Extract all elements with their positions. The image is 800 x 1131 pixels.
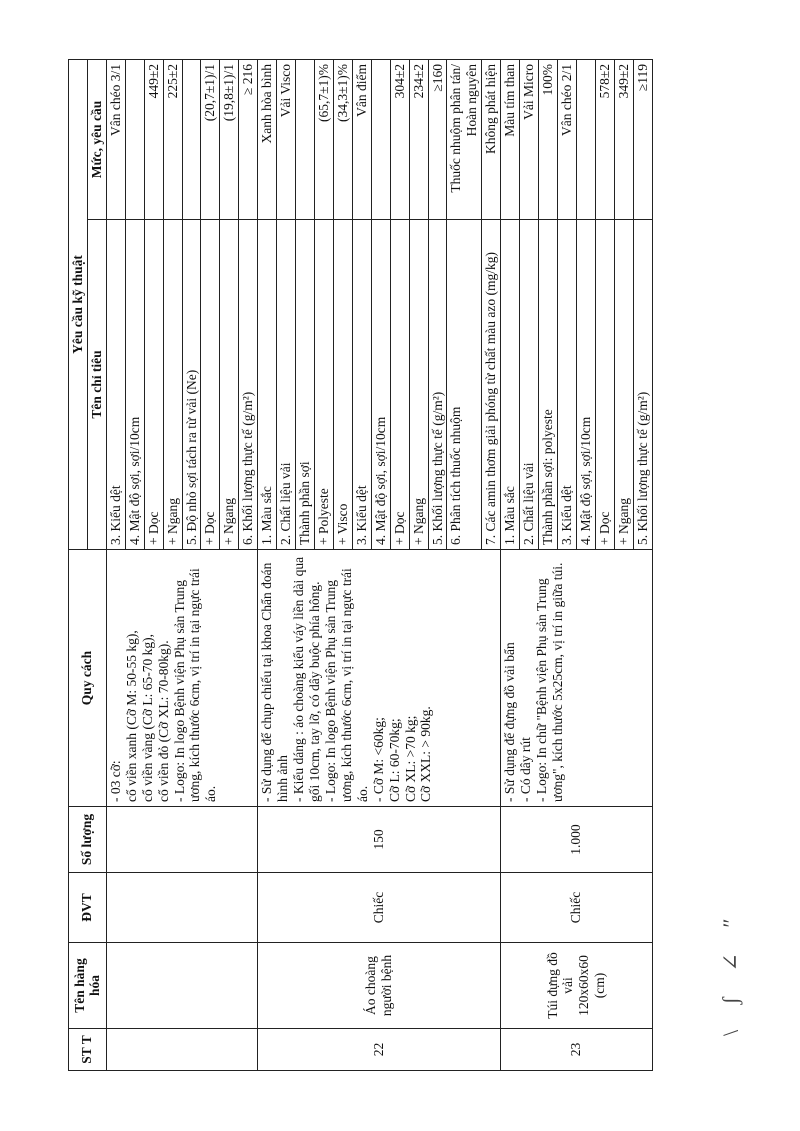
level-cell: ≥160 — [428, 59, 447, 219]
cell-unit: Chiếc — [501, 873, 652, 943]
cell-stt: 22 — [258, 1029, 501, 1071]
criteria-cell: 2. Chất liệu vải — [277, 220, 296, 550]
criteria-cell: + Polyeste — [314, 220, 333, 550]
level-cell: Màu tím than — [501, 59, 520, 219]
cell-spec: - 03 cỡ: cổ viền xanh (Cỡ M: 50-55 kg), cổ viền vàng (Cỡ L: 65-70 kg), cổ viền đỏ (Cỡ XL: 70-80kg). - Logo: In logo Bệnh viện Phụ sản Trung ương, kích thước 6cm, vị trí in tại ngực trái áo. — [106, 550, 257, 807]
table-body — [106, 59, 652, 1070]
cell-stt — [106, 1029, 257, 1071]
criteria-cell: 4. Mật độ sợi, sợi/10cm — [576, 220, 595, 550]
header-stt: ST T — [69, 1029, 107, 1071]
cell-name — [106, 943, 257, 1029]
criteria-cell: 4. Mật độ sợi, sợi/10cm — [125, 220, 144, 550]
criteria-cell: 5. Khối lượng thực tế (g/m²) — [633, 220, 652, 550]
level-cell: 449±2 — [144, 59, 163, 219]
criteria-cell: 7. Các amin thơm giải phóng từ chất màu azo (mg/kg) — [482, 220, 501, 550]
level-cell: (20,7±1)/1 — [201, 59, 220, 219]
level-cell: Không phát hiện — [482, 59, 501, 219]
cell-spec: - Sử dụng để đựng đồ vải bẩn - Có dây rút - Logo: In chữ "Bệnh viện Phụ sản Trung ương", kích thước 5x25cm, vị trí in giữa túi. — [501, 550, 652, 807]
criteria-cell: 1. Màu sắc — [501, 220, 520, 550]
level-cell: 100% — [539, 59, 558, 219]
level-cell: Thuốc nhuộm phân tán/ Hoàn nguyên — [447, 59, 482, 219]
level-cell — [576, 59, 595, 219]
criteria-cell: + Ngang — [220, 220, 239, 550]
criteria-cell: 3. Kiểu dệt — [557, 220, 576, 550]
level-cell — [371, 59, 390, 219]
level-cell: Vải Visco — [277, 59, 296, 219]
level-cell: (19,8±1)/1 — [220, 59, 239, 219]
criteria-cell: + Ngang — [614, 220, 633, 550]
cell-unit — [106, 873, 257, 943]
cell-qty: 150 — [258, 807, 501, 873]
cell-spec: - Sử dụng để chụp chiếu tại khoa Chẩn đoán hình ảnh - Kiểu dáng : áo choàng kiểu váy liền dài qua gối 10cm, tay lỡ, có dây buộc phía hông. - Logo: In logo Bệnh viện Phụ sản Trung ương, kích thước 6cm, vị trí in tại ngực trái áo. - Cỡ M: <60kg; Cỡ L: 60-70kg; Cỡ XL: >70 kg; Cỡ XXL: > 90kg. — [258, 550, 501, 807]
table-row — [501, 59, 520, 1070]
cell-qty: 1.000 — [501, 807, 652, 873]
criteria-cell: 4. Mật độ sợi, sợi/10cm — [371, 220, 390, 550]
level-cell: 304±2 — [390, 59, 409, 219]
level-cell — [125, 59, 144, 219]
criteria-cell: Thành phần sợi: polyeste — [539, 220, 558, 550]
criteria-cell: Thành phần sợi — [296, 220, 315, 550]
cell-unit: Chiếc — [258, 873, 501, 943]
level-cell: Vân điểm — [352, 59, 371, 219]
criteria-cell: 6. Phân tích thuốc nhuộm — [447, 220, 482, 550]
level-cell: (65,7±1)% — [314, 59, 333, 219]
cell-stt: 23 — [501, 1029, 652, 1071]
level-cell: (34,3±1)% — [333, 59, 352, 219]
specification-table — [68, 59, 653, 1071]
criteria-cell: 3. Kiểu dệt — [106, 220, 125, 550]
level-cell: Vân chéo 2/1 — [557, 59, 576, 219]
header-criteria: Tên chỉ tiêu — [87, 220, 106, 550]
level-cell — [182, 59, 201, 219]
header-unit: ĐVT — [69, 873, 107, 943]
criteria-cell: + Dọc — [144, 220, 163, 550]
criteria-cell: + Dọc — [201, 220, 220, 550]
level-cell: 349±2 — [614, 59, 633, 219]
header-qty: Số lượng — [69, 807, 107, 873]
criteria-cell: 3. Kiểu dệt — [352, 220, 371, 550]
criteria-cell: 1. Màu sắc — [258, 220, 277, 550]
header-level: Mức, yêu cầu — [87, 59, 106, 219]
header-row-1 — [69, 59, 88, 1070]
table-row — [106, 59, 125, 1070]
header-spec: Quy cách — [69, 550, 107, 807]
level-cell: 234±2 — [409, 59, 428, 219]
criteria-cell: + Ngang — [409, 220, 428, 550]
header-tech: Yêu cầu kỹ thuật — [69, 59, 88, 549]
table-row — [258, 59, 277, 1070]
level-cell — [296, 59, 315, 219]
handwritten-marks: \ ʃ ∠ ″ — [718, 908, 743, 1036]
level-cell: Xanh hòa bình — [258, 59, 277, 219]
criteria-cell: 5. Khối lượng thực tế (g/m²) — [428, 220, 447, 550]
criteria-cell: 5. Độ nhỏ sợi tách ra từ vải (Ne) — [182, 220, 201, 550]
criteria-cell: 2. Chất liệu vải — [520, 220, 539, 550]
level-cell: 578±2 — [595, 59, 614, 219]
criteria-cell: + Ngang — [163, 220, 182, 550]
criteria-cell: 6. Khối lượng thực tế (g/m²) — [239, 220, 258, 550]
criteria-cell: + Visco — [333, 220, 352, 550]
criteria-cell: + Dọc — [390, 220, 409, 550]
level-cell: ≥119 — [633, 59, 652, 219]
cell-name: Túi đựng đồ vải 120x60x60 (cm) — [501, 943, 652, 1029]
level-cell: Vân chéo 3/1 — [106, 59, 125, 219]
criteria-cell: + Dọc — [595, 220, 614, 550]
level-cell: 225±2 — [163, 59, 182, 219]
level-cell: ≥ 216 — [239, 59, 258, 219]
cell-name: Áo choàng người bệnh — [258, 943, 501, 1029]
header-name: Tên hàng hóa — [69, 943, 107, 1029]
cell-qty — [106, 807, 257, 873]
level-cell: Vải Micro — [520, 59, 539, 219]
